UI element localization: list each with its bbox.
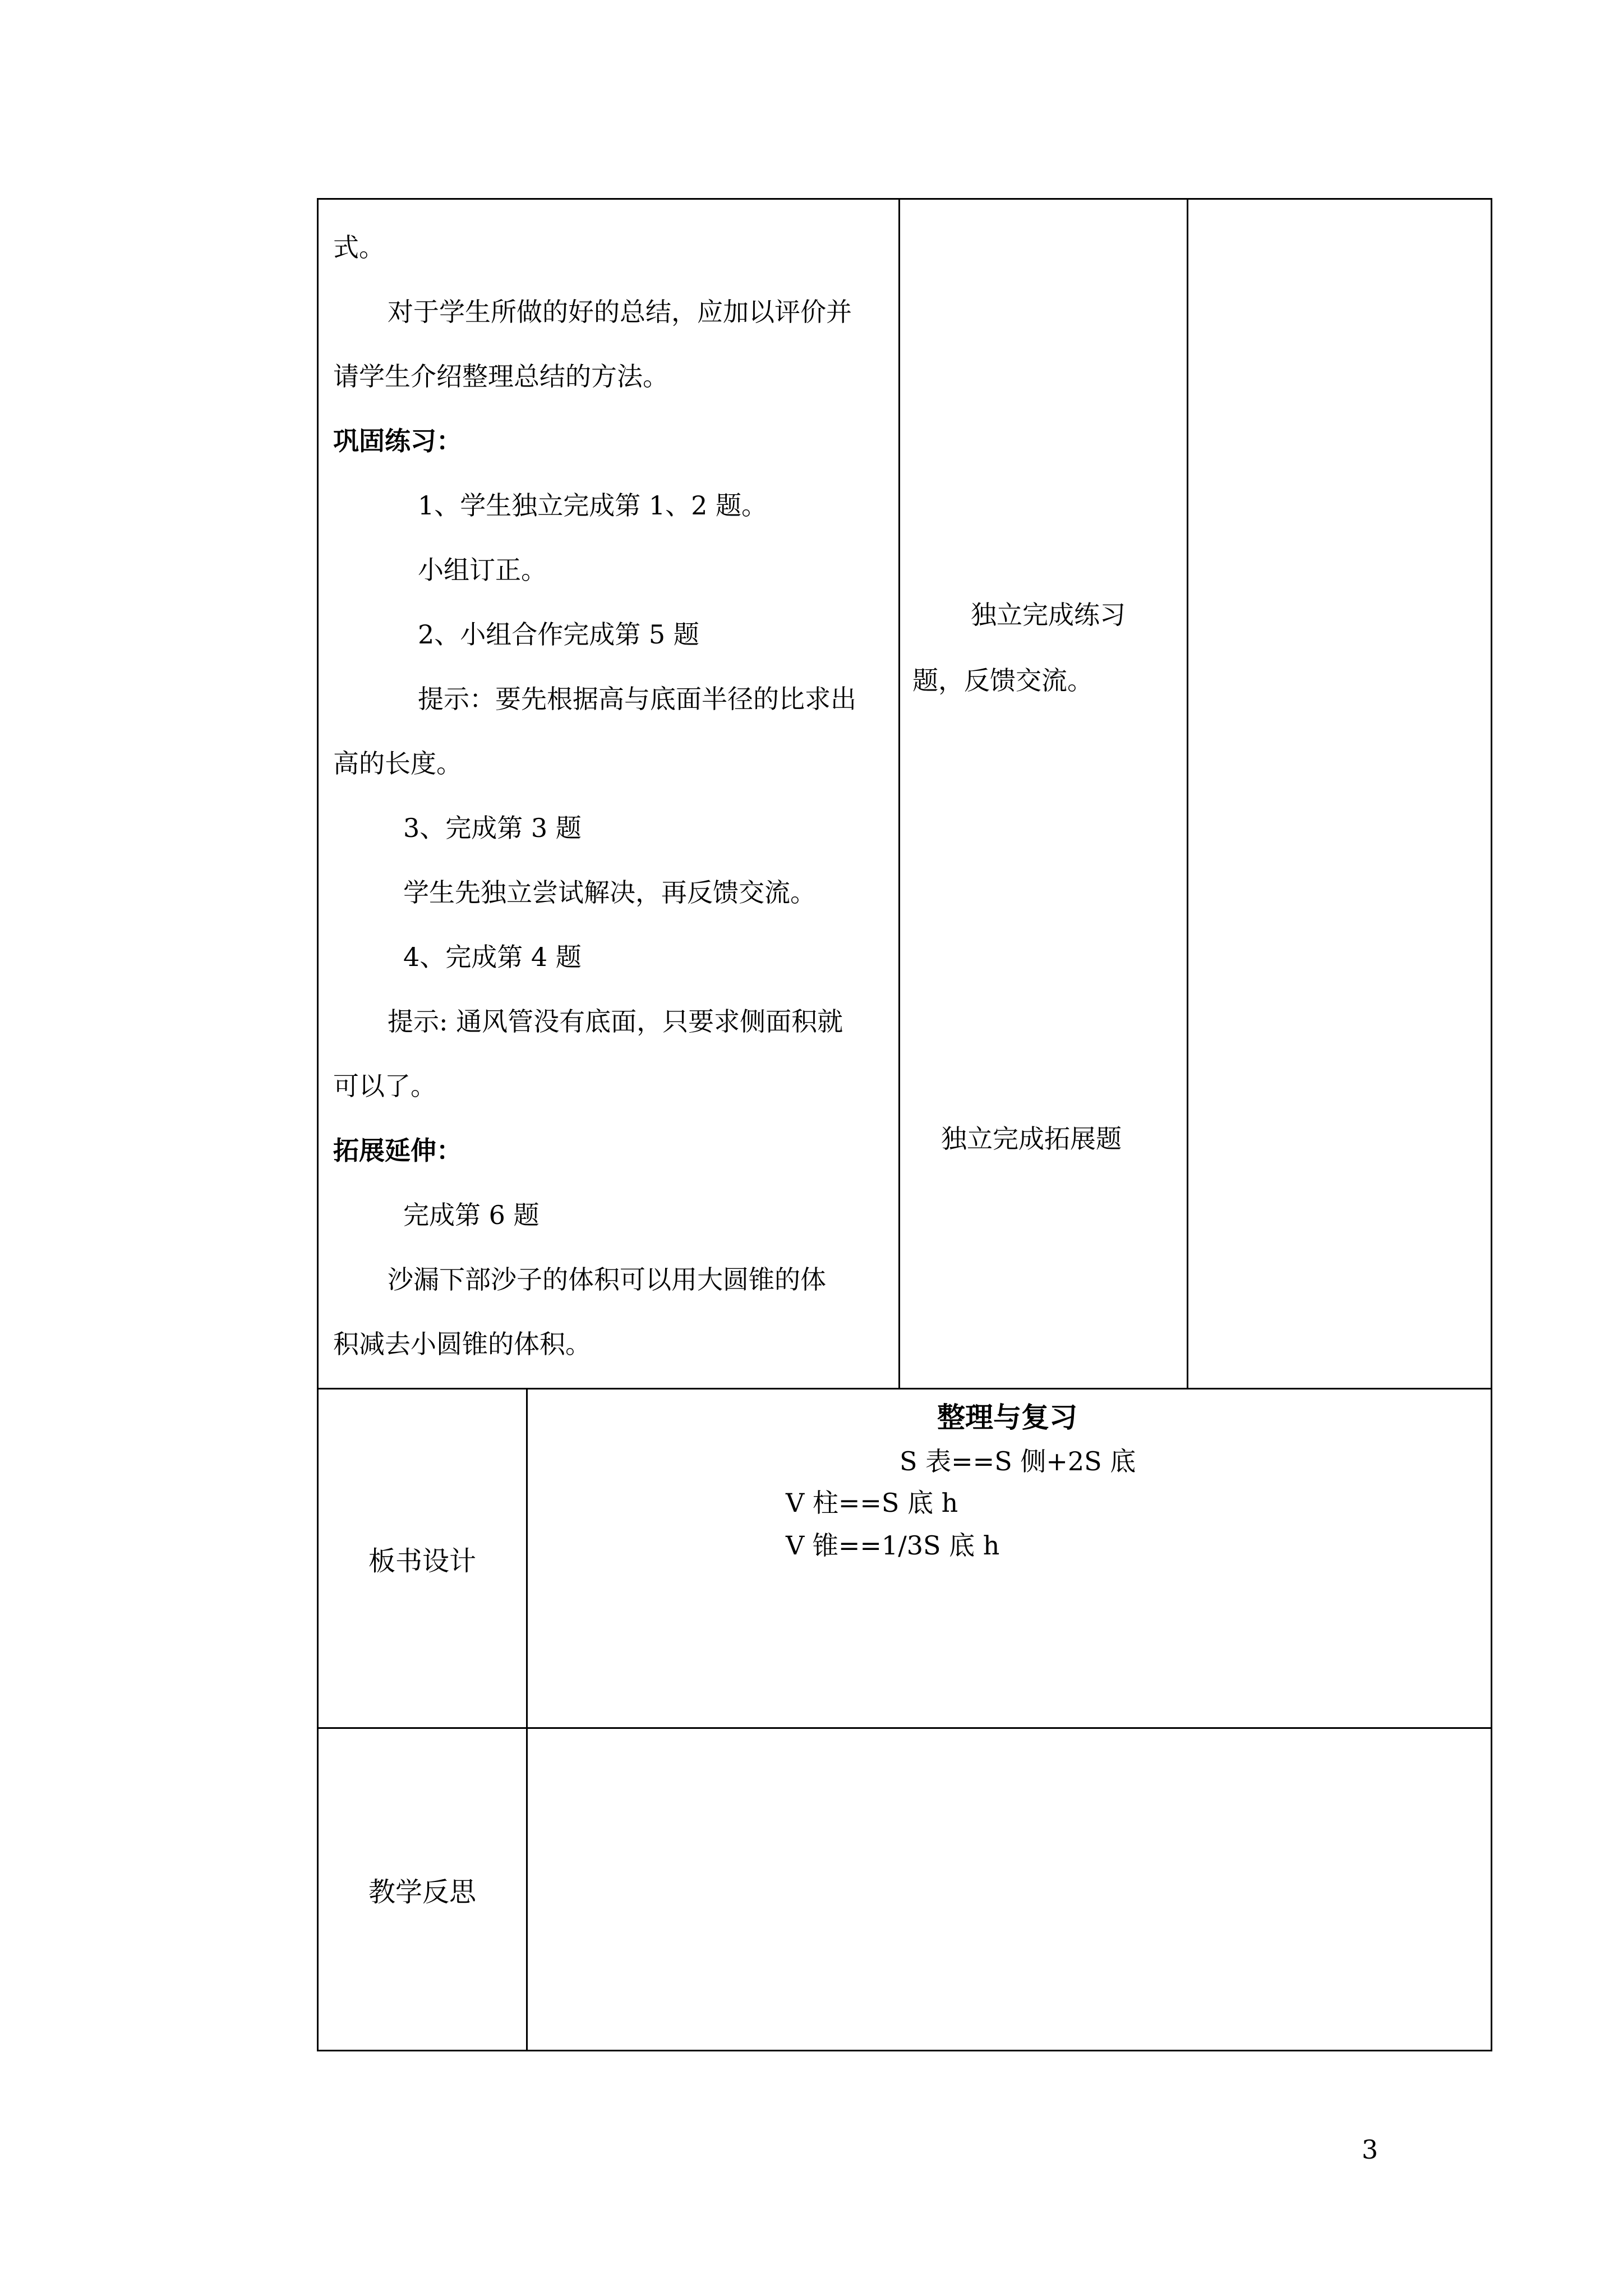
process-line: 沙漏下部沙子的体积可以用大圆锥的体	[388, 1264, 826, 1295]
process-line: 高的长度。	[333, 748, 462, 779]
process-line: 可以了。	[333, 1071, 436, 1101]
formula-cylinder-volume: V 柱==S 底 h	[786, 1488, 958, 1518]
teacher-activity-cell	[318, 199, 900, 1389]
board-design-board	[528, 1389, 1491, 1726]
formula-surface-area: S 表==S 侧+2S 底	[900, 1446, 1136, 1476]
student-note-extension	[912, 1106, 1122, 1172]
process-line: 提示: 通风管没有底面，只要求侧面积就	[388, 1006, 843, 1037]
process-line: 3、完成第 3 题	[403, 813, 582, 843]
process-line: 对于学生所做的好的总结，应加以评价并	[388, 297, 852, 327]
teaching-process-row	[318, 199, 1492, 1389]
student-note-practice	[912, 582, 1126, 714]
section-heading-extension: 拓展延伸：	[333, 1135, 462, 1166]
board-title: 整理与复习	[937, 1401, 1077, 1434]
student-note-line: 题，反馈交流。	[912, 665, 1093, 696]
page-number: 3	[1362, 2134, 1378, 2165]
process-line: 式。	[333, 232, 385, 263]
process-line: 请学生介绍整理总结的方法。	[333, 361, 668, 392]
reflection-row	[318, 1728, 1492, 2051]
process-line: 小组订正。	[418, 555, 547, 585]
process-line: 2、小组合作完成第 5 题	[418, 619, 699, 650]
process-line: 1、学生独立完成第 1、2 题。	[418, 490, 768, 521]
reflection-content	[527, 1728, 1492, 2051]
lesson-plan-table	[317, 198, 1492, 2051]
reflection-label: 教学反思	[318, 1728, 527, 2051]
student-note-line: 独立完成练习	[971, 600, 1126, 630]
process-line: 积减去小圆锥的体积。	[333, 1329, 591, 1359]
student-note-line: 独立完成拓展题	[941, 1124, 1122, 1154]
board-design-row	[318, 1389, 1492, 1728]
process-line: 学生先独立尝试解决，再反馈交流。	[403, 877, 816, 908]
process-line: 完成第 6 题	[403, 1200, 540, 1230]
board-design-content	[527, 1389, 1492, 1728]
student-activity-cell	[900, 199, 1188, 1389]
section-heading-consolidation: 巩固练习：	[333, 426, 462, 456]
process-line: 4、完成第 4 题	[403, 942, 582, 972]
board-design-label: 板书设计	[318, 1389, 527, 1728]
formula-cone-volume: V 锥==1/3S 底 h	[786, 1530, 1000, 1561]
process-line: 提示：要先根据高与底面半径的比求出	[418, 684, 856, 714]
design-intent-cell	[1188, 199, 1492, 1389]
